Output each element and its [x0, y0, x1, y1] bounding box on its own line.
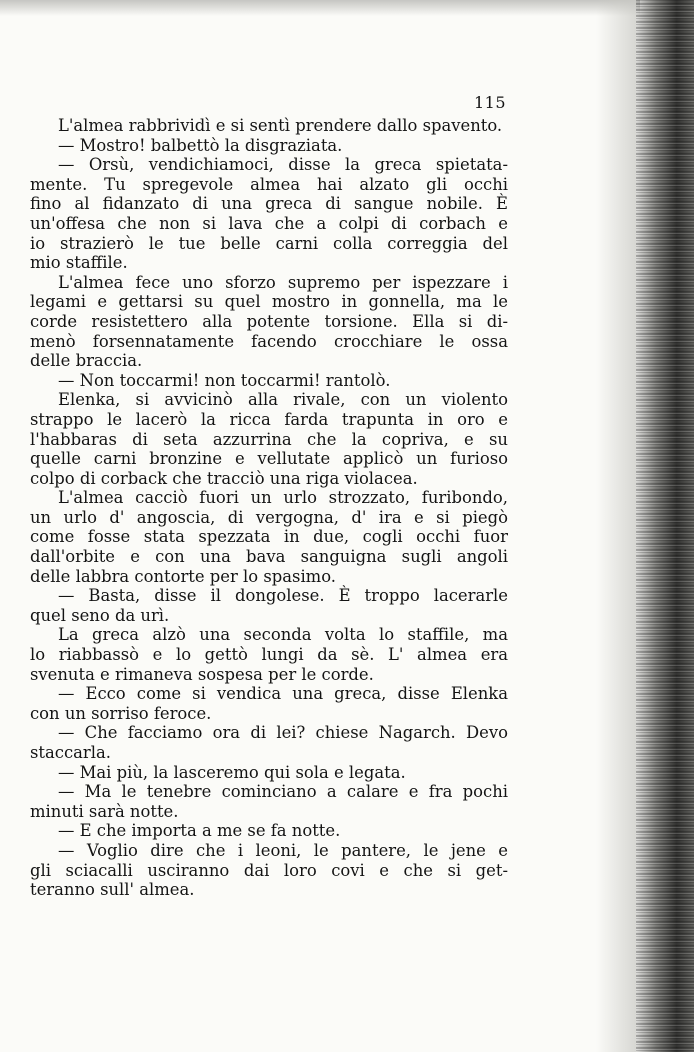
text-line: delle labbra contorte per lo spasimo.	[30, 566, 337, 586]
text-line: L'almea cacciò fuori un urlo strozzato, furibondo,	[58, 488, 508, 508]
text-line: L'almea rabbrividì e si sentì prendere dallo spavento.	[58, 116, 503, 135]
text-line: fino al fidanzato di una greca di sangue nobile. È	[30, 194, 508, 214]
text-line: L'almea fece uno sforzo supremo per ispezzare i	[58, 272, 508, 292]
text-line: — Non toccarmi! non toccarmi! rantolò.	[58, 370, 391, 390]
text-line: minuti sarà notte.	[30, 801, 179, 821]
text-line: io strazierò le tue belle carni colla correggia del	[30, 233, 508, 253]
text-line: un'offesa che non si lava che a colpi di corbach e	[30, 213, 508, 233]
text-line: lo riabbassò e lo gettò lungi da sè. L' almea era	[30, 645, 508, 665]
text-line: dall'orbite e con una bava sanguigna sugli angoli	[30, 547, 508, 567]
text-line: legami e gettarsi su quel mostro in gonnella, ma le	[30, 292, 508, 312]
page-number: 115	[474, 93, 507, 112]
text-line: con un sorriso feroce.	[30, 703, 212, 723]
text-line: La greca alzò una seconda volta lo staffile, ma	[58, 625, 508, 645]
text-line: — Mostro! balbettò la disgraziata.	[58, 135, 343, 155]
text-line: — Basta, disse il dongolese. È troppo lacerarle	[58, 586, 508, 606]
scan-top-shadow	[0, 0, 640, 16]
text-line: — Che facciamo ora di lei? chiese Nagarch. Devo	[58, 723, 508, 743]
text-line: quel seno da urì.	[30, 605, 170, 625]
text-line: colpo di corback che tracciò una riga violacea.	[30, 468, 418, 488]
text-line: — Orsù, vendichiamoci, disse la greca spietata-	[58, 155, 508, 175]
text-line: Elenka, si avvicinò alla rivale, con un violento	[58, 390, 508, 410]
text-line: un urlo d' angoscia, di vergogna, d' ira e si piegò	[30, 507, 508, 527]
text-line: l'habbaras di seta azzurrina che la copriva, e su	[30, 429, 508, 449]
text-line: menò forsennatamente facendo crocchiare le ossa	[30, 331, 508, 351]
text-line: quelle carni bronzine e vellutate applicò un furioso	[30, 449, 508, 469]
text-line: — Ecco come si vendica una greca, disse Elenka	[58, 684, 508, 704]
text-line: mente. Tu spregevole almea hai alzato gli occhi	[30, 174, 508, 194]
text-line: — E che importa a me se fa notte.	[58, 821, 341, 841]
page-edge-fade	[596, 0, 636, 1052]
text-line: teranno sull' almea.	[30, 880, 195, 900]
text-line: delle braccia.	[30, 351, 143, 371]
text-line: — Mai più, la lasceremo qui sola e legata.	[58, 762, 406, 782]
text-line: corde resistettero alla potente torsione. Ella si di-	[30, 311, 508, 331]
text-line: svenuta e rimaneva sospesa per le corde.	[30, 664, 374, 684]
text-line: strappo le lacerò la ricca farda trapunta in oro e	[30, 409, 508, 429]
book-spine-edge	[636, 0, 694, 1052]
text-line: come fosse stata spezzata in due, cogli occhi fuor	[30, 527, 508, 547]
text-line: — Voglio dire che i leoni, le pantere, le jene e	[58, 840, 508, 860]
text-line: gli sciacalli usciranno dai loro covi e che si get-	[30, 860, 508, 880]
text-line: mio staffile.	[30, 253, 128, 273]
body-text	[30, 116, 508, 900]
text-line: staccarla.	[30, 743, 111, 762]
text-line: — Ma le tenebre cominciano a calare e fra pochi	[58, 782, 508, 802]
